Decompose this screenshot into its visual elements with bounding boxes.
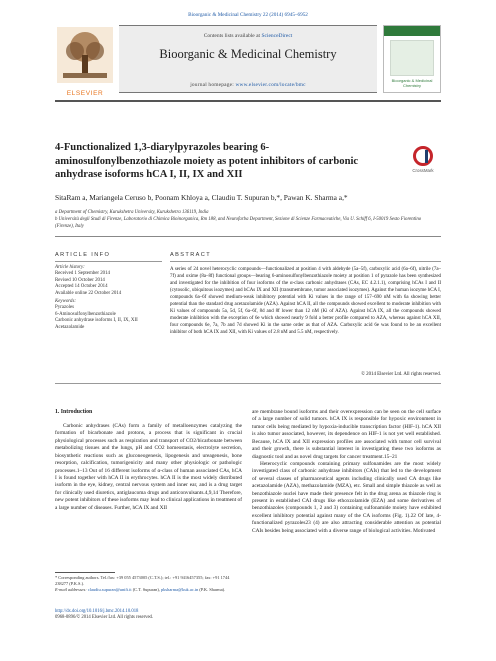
header-rule [55, 100, 441, 102]
keyword-item: 6-Aminosulfonylbenzothiazole [55, 311, 116, 317]
contents-line [119, 33, 377, 39]
keyword-item: Carbonic anhydrase isoforms I, II, IX, XII [55, 318, 138, 324]
homepage-prefix: journal homepage: [190, 82, 236, 88]
introduction-column-1: Carbonic anhydrases (CAs) form a family of metalloenzymes catalyzing the formation of bicarbonate and protons, a process that is significant in crucial physiological processes such as respiration and transport of CO2/bicarbonate between metabolizing tissues and the lungs, pH and CO2 homeostasis, electrolyte secretion, biosynthetic reactions such as gluconeogenesis, lipogenesis and ureagenesis, bone resorption, calcification, tumorigenicity and many other physiologic or pathologic processes.1–13 Out of 16 different isoforms of α-class of human associated CAs, hCA I is found together with hCA II in erythrocytes. hCA II is the most widely distributed isoform in the eye, kidney, central nervous system and inner ear, and is a drug target for clinically used diuretics, antiglaucoma drugs and anticonvulsants.4,9,14 Therefore, new potent inhibitors of these isoforms may lead to clinical applications in treatment of a large number of diseases. Further, hCA IX and XII [55, 423, 242, 511]
author-list: SitaRam a, Mariangela Ceruso b, Poonam Khloya a, Claudiu T. Supuran b,*, Pawan K. Sharma a,* [55, 193, 348, 202]
article-title: 4-Functionalized 1,3-diarylpyrazoles bearing 6-aminosulfonylbenzothiazole moiety as potent inhibitors of carbonic anhydrase isoforms hCA I, II, IX and XII [55, 142, 359, 181]
affiliations [55, 210, 441, 230]
email-link-supuran[interactable]: claudiu.supuran@unifi.it [87, 587, 132, 593]
keyword-item: Pyrazoles [55, 305, 75, 311]
abstract-copyright: © 2014 Elsevier Ltd. All rights reserved. [361, 372, 441, 377]
corresponding-author-note: * Corresponding authors. Tel./fax: +39 055 4573005 (C.T.S.); tel.: +91 9416457355; fax: +91 1744 238277 (P.K.S.). [55, 575, 230, 587]
affiliation-b: b Università degli Studi di Firenze, Laboratorio di Chimica Bioinorganica, Rm 188, and Neurofarba Department, Sezione di Scienze Farmaceutiche, Via U. Schiff 6, I-50019 Sesto Fiorentino (Firenze), Italy [55, 216, 422, 229]
email-note [55, 587, 242, 593]
crossmark-label: CrossMark [412, 168, 434, 173]
intro-paragraph: are membrane bound isoforms and their overexpression can be seen on the cell surface of a large number of solid tumors. hCA IX is responsible for hypoxic environment in tumor cells being mediated by hypoxia-inducible transcription factor (HIF-1). hCA XII is also tumor associated, however, its dependence on HIF-1 is not yet well established. Because, hCA IX and XII expression profiles are associated with tumor cell survival and their growth, there is substantial interest in investigating these two isoforms as diagnostic tool and as novel drug targets for cancer treatment.15–21 [252, 409, 441, 460]
cover-caption: Bioorganic & Medicinal Chemistry [391, 78, 433, 88]
elsevier-logo [55, 25, 115, 97]
history-label: Article history: [55, 265, 85, 270]
journal-cover-thumbnail [383, 25, 441, 93]
abstract-text: A series of 24 novel heterocyclic compounds—functionalized at position 4 with aldehyde (5a–5f), carboxylic acid (6a–6f), nitrile (7a–7f) and oxime (8a–8f) functional groups—bearing 6-aminosulfonylbenzothiazole moiety at position 1 of pyrazole has been synthesized and investigated for the inhibition of four isoforms of the α-class carbonic anhydrases (CAs, EC 4.2.1.1), comprising hCAs I and II (cytosolic, ubiquitous isozymes) and hCAs IX and XII (transmembrane, tumor associated isozymes). Against the human isozyme hCA I, compounds 6a–6f showed medium-weak inhibitory potential with Ki values in the range of 157–690 nM with 6a showing better potential than the standard drug acetazolamide (AZA). Against hCA II, all the compounds showed excellent to moderate inhibition with Ki values of compounds 5a, 5d, 5f, 6a–6f, 8d and 8f lower than 12 nM (Ki of AZA). Against hCA IX, all the compounds showed moderate inhibition with the exception of 6e which showed nearly 9 fold a better profile compared to AZA, whereas against hCA XII, four compounds 6e, 7a, 7b and 7d showed Ki in the same order as that of AZA. Carboxylic acid 6e was found to be an excellent inhibitor of both hCA IX and XII, with Ki values of 2.8 nM and 5.5 nM, respectively. [170, 267, 441, 335]
journal-header [55, 25, 441, 97]
journal-name: Bioorganic & Medicinal Chemistry [159, 47, 337, 61]
keyword-item: Acetazolamide [55, 324, 85, 330]
keywords-label: Keywords: [55, 299, 77, 305]
footnotes [55, 575, 242, 593]
article-info-rule [55, 261, 162, 262]
cover-band [384, 26, 440, 36]
abstract-heading: ABSTRACT [170, 252, 212, 258]
article-info [55, 265, 162, 331]
article-info-heading: ARTICLE INFO [55, 252, 111, 258]
homepage-link[interactable]: www.elsevier.com/locate/bmc [235, 82, 306, 88]
elsevier-wordmark: ELSEVIER [66, 90, 104, 97]
abstract-rule [170, 261, 441, 262]
doi-block [55, 609, 355, 622]
email-note-supuran: (C.T. Supuran), [132, 587, 160, 593]
history-revised: Revised 10 October 2014 [55, 277, 105, 283]
footnote-rule [55, 572, 115, 573]
cover-art [390, 40, 434, 76]
affiliation-rule [55, 236, 441, 237]
introduction-heading: 1. Introduction [55, 409, 93, 415]
journal-citation[interactable]: Bioorganic & Medicinal Chemistry 22 (2014) 6945–6952 [188, 12, 308, 18]
crossmark-badge[interactable] [404, 146, 442, 182]
history-online: Available online 22 October 2014 [55, 290, 122, 296]
abstract-bottom-rule [55, 383, 441, 384]
history-accepted: Accepted 14 October 2014 [55, 284, 108, 290]
journal-homepage [119, 82, 377, 88]
affiliation-a: a Department of Chemistry, Kurukshetra University, Kurukshetra 136119, India [55, 210, 209, 215]
intro-paragraph: Heterocyclic compounds containing primary sulfonamides are the most widely investigated class of carbonic anhydrase inhibitors (CAIs) that led to the development of several classes of pharmaceutical agents including clinically used CA drugs like acetazolamide (AZA), methazolamide (MZA), etc. Small and simple thiazole as well as benzothiazole nuclei have made their presence felt in the drug arena as thiazole ring is present in established CAI drugs like ethoxzolamide (EZA) and some derivatives of benzothiazoles (compounds 1, 2 and 3) containing sulfonamide moiety have exhibited excellent inhibitory potential against many of the CA isoforms (Fig. 1).22 Of late, 4-functionalized pyrazoles23 (4) are also attracting considerable attention as potential CAIs besides being associated with a diverse range of biological activities. Motivated [252, 460, 441, 534]
history-received: Received 1 September 2014 [55, 271, 111, 277]
email-label: E-mail addresses: [55, 587, 87, 593]
elsevier-tree-icon [55, 25, 115, 85]
email-note-sharma: (P.K. Sharma). [199, 587, 226, 593]
doi-link[interactable]: http://dx.doi.org/10.1016/j.bmc.2014.10.018 [55, 609, 139, 614]
crossmark-icon [413, 146, 433, 166]
contents-prefix: Contents lists available at [203, 33, 262, 39]
journal-banner [119, 25, 377, 93]
email-link-sharma[interactable]: pksharma@kuk.ac.in [161, 587, 199, 593]
issn-line: 0968-0896/© 2014 Elsevier Ltd. All rights reserved. [55, 615, 154, 621]
introduction-column-2 [252, 409, 441, 535]
sciencedirect-link[interactable]: ScienceDirect [261, 33, 293, 39]
